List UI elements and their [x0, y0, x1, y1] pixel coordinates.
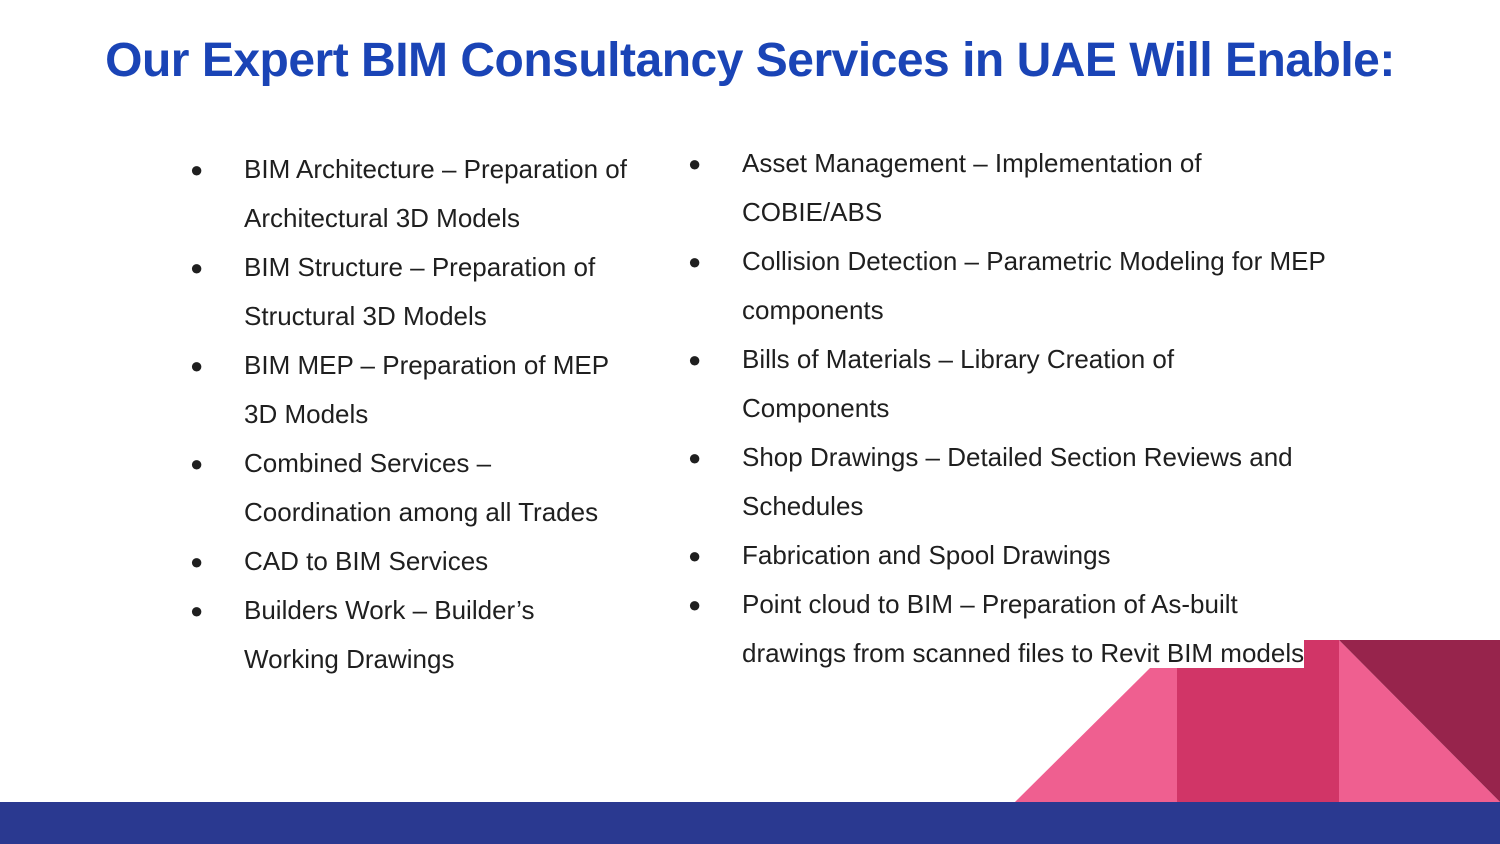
- list-item-text: BIM MEP – Preparation of MEP 3D Models: [244, 350, 609, 429]
- list-item-text: Fabrication and Spool Drawings: [742, 540, 1111, 570]
- list-item-text: Combined Services – Coordination among all Trades: [244, 448, 599, 527]
- bullet-icon: ●: [190, 353, 204, 378]
- bullet-icon: ●: [688, 249, 702, 274]
- list-item: [688, 335, 1328, 433]
- bullet-icon: ●: [190, 451, 204, 476]
- list-item-text: BIM Structure – Preparation of Structural 3D Models: [244, 252, 596, 331]
- slide-title: Our Expert BIM Consultancy Services in UAE Will Enable:: [105, 34, 1395, 87]
- list-item-text: Asset Management – Implementation of COBIE/ABS: [742, 148, 1202, 227]
- list-item: [688, 139, 1328, 237]
- list-item: [190, 243, 630, 341]
- list-item-text: Shop Drawings – Detailed Section Reviews and Schedules: [742, 442, 1293, 521]
- bullet-icon: ●: [688, 151, 702, 176]
- list-item-text: CAD to BIM Services: [244, 546, 489, 576]
- bullet-icon: ●: [190, 255, 204, 280]
- bullet-icon: ●: [190, 549, 204, 574]
- pink-trapezoid-shape: [1015, 668, 1177, 802]
- list-item: [688, 433, 1328, 531]
- list-item-text: Point cloud to BIM – Preparation of As-built drawings from scanned files to Revit BIM models: [742, 589, 1305, 668]
- bullet-icon: ●: [688, 347, 702, 372]
- right-service-list: [688, 139, 1328, 678]
- list-item: [688, 580, 1328, 678]
- left-service-list: [190, 145, 630, 684]
- list-item: [190, 586, 630, 684]
- list-item: [190, 341, 630, 439]
- list-item: [688, 237, 1328, 335]
- bullet-icon: ●: [688, 543, 702, 568]
- list-item: [190, 145, 630, 243]
- list-item-text: BIM Architecture – Preparation of Architectural 3D Models: [244, 154, 627, 233]
- bullet-icon: ●: [688, 445, 702, 470]
- bullet-icon: ●: [190, 598, 204, 623]
- list-item-text: Collision Detection – Parametric Modeling for MEP components: [742, 246, 1326, 325]
- list-item: [190, 439, 630, 537]
- list-item-text: Bills of Materials – Library Creation of Components: [742, 344, 1175, 423]
- list-item: [688, 531, 1328, 580]
- bullet-icon: ●: [190, 157, 204, 182]
- list-item-text: Builders Work – Builder’s Working Drawings: [244, 595, 535, 674]
- list-item: [190, 537, 630, 586]
- bottom-bar: [0, 802, 1500, 844]
- bullet-icon: ●: [688, 592, 702, 617]
